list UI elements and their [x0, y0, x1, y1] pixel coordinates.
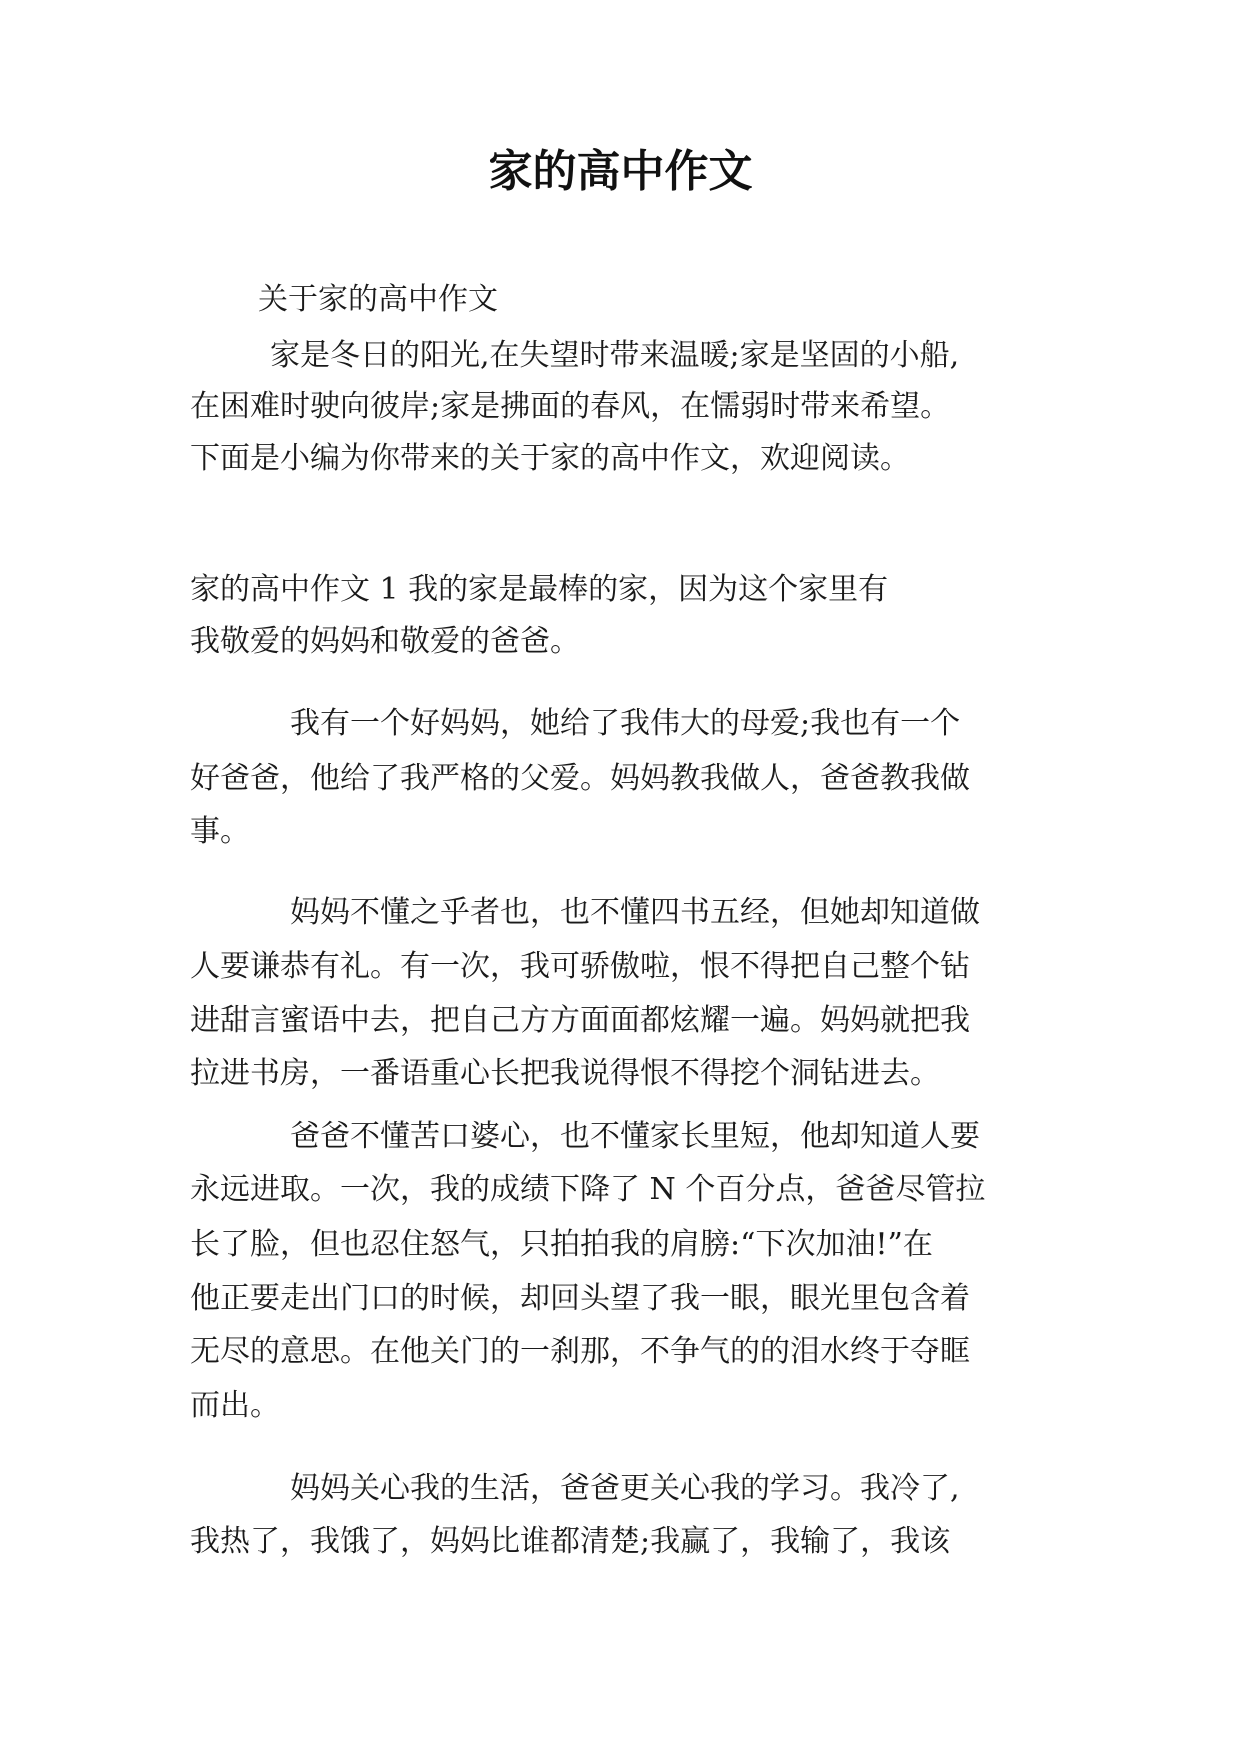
text-line: 妈妈不懂之乎者也，也不懂四书五经，但她却知道做	[290, 895, 980, 930]
text-line: 进甜言蜜语中去，把自己方方面面都炫耀一遍。妈妈就把我	[190, 1003, 970, 1038]
text-line: 长了脸，但也忍住怒气，只拍拍我的肩膀:“下次加油!”在	[190, 1227, 933, 1262]
text-line: 他正要走出门口的时候，却回头望了我一眼，眼光里包含着	[190, 1281, 970, 1316]
essay-heading-line: 家的高中作文 1 我的家是最棒的家，因为这个家里有	[190, 572, 889, 607]
text-line: 我敬爱的妈妈和敬爱的爸爸。	[190, 624, 580, 659]
text-line: 无尽的意思。在他关门的一刹那，不争气的的泪水终于夺眶	[190, 1334, 970, 1369]
text-line: 家是冬日的阳光,在失望时带来温暖;家是坚固的小船,	[270, 338, 960, 373]
text-line: 妈妈关心我的生活，爸爸更关心我的学习。我冷了,	[290, 1471, 960, 1506]
text-line: 拉进书房，一番语重心长把我说得恨不得挖个洞钻进去。	[190, 1056, 940, 1091]
text-line: 而出。	[190, 1388, 280, 1423]
text-line: 人要谦恭有礼。有一次，我可骄傲啦，恨不得把自己整个钻	[190, 949, 970, 984]
text-line: 好爸爸，他给了我严格的父爱。妈妈教我做人，爸爸教我做	[190, 761, 970, 796]
text-line: 我热了，我饿了，妈妈比谁都清楚;我赢了，我输了，我该	[190, 1524, 951, 1559]
document-title: 家的高中作文	[488, 146, 753, 197]
text-line: 下面是小编为你带来的关于家的高中作文，欢迎阅读。	[190, 441, 910, 476]
text-line: 我有一个好妈妈，她给了我伟大的母爱;我也有一个	[290, 706, 961, 741]
text-line: 爸爸不懂苦口婆心，也不懂家长里短，他却知道人要	[290, 1119, 980, 1154]
text-line: 永远进取。一次，我的成绩下降了 N 个百分点，爸爸尽管拉	[190, 1172, 986, 1207]
subheading-line: 关于家的高中作文	[258, 282, 498, 317]
text-line: 事。	[190, 814, 250, 849]
text-line: 在困难时驶向彼岸;家是拂面的春风，在懦弱时带来希望。	[190, 389, 951, 424]
